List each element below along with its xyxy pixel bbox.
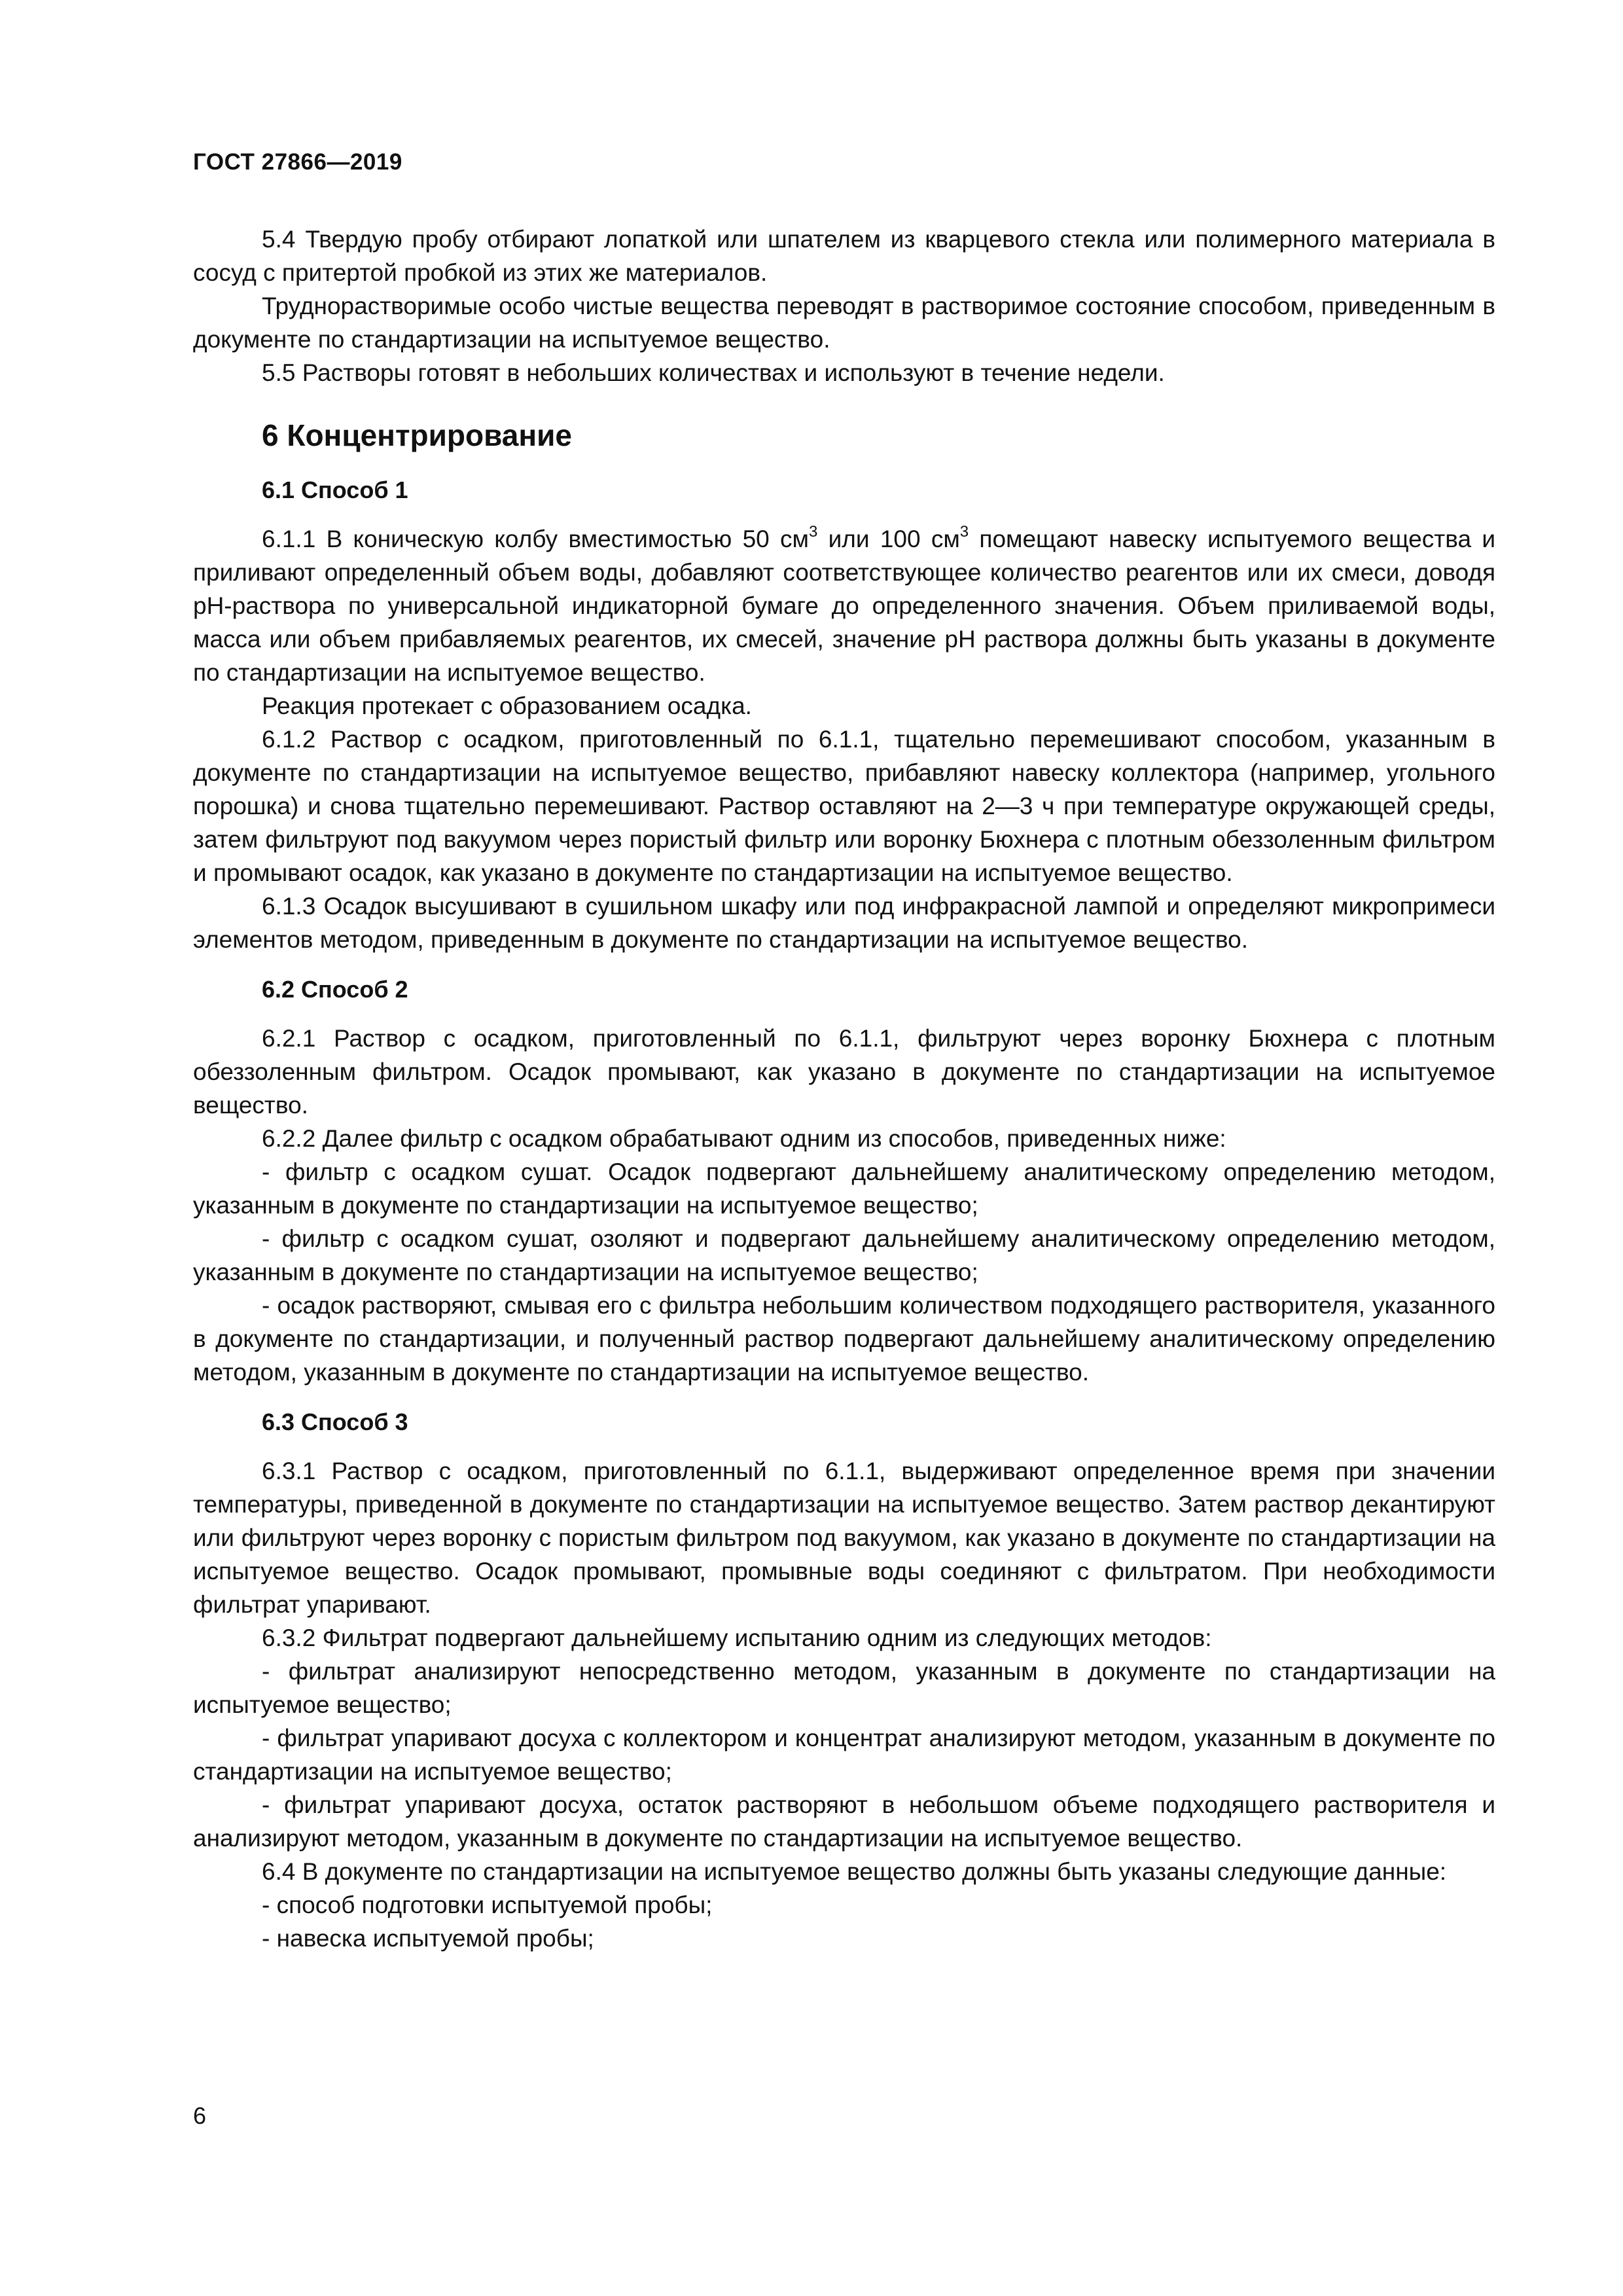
paragraph-6-2-2: 6.2.2 Далее фильтр с осадком обрабатывают одним из способов, приведенных ниже: <box>262 1125 1226 1152</box>
superscript-cube: 3 <box>808 523 818 541</box>
paragraph-6-1-1-reaction: Реакция протекает с образованием осадка. <box>262 692 752 719</box>
subsection-heading-6-2: 6.2 Способ 2 <box>262 976 408 1003</box>
paragraph-5-4: 5.4 Твердую пробу отбирают лопаткой или шпателем из кварцевого стекла или полимерного материала в сосуд с притертой пробкой из этих же материалов. <box>193 226 1495 286</box>
paragraph-5-5: 5.5 Растворы готовят в небольших количествах и используют в течение недели. <box>262 359 1165 386</box>
document-header: ГОСТ 27866—2019 <box>193 149 402 175</box>
page-body <box>193 223 1495 1955</box>
list-item: - фильтр с осадком сушат. Осадок подвергают дальнейшему аналитическому определению методом, указанным в документе по стандартизации на испытуемое вещество; <box>193 1158 1495 1219</box>
paragraph-6-3-2: 6.3.2 Фильтрат подвергают дальнейшему испытанию одним из следующих методов: <box>262 1624 1212 1651</box>
paragraph-6-4: 6.4 В документе по стандартизации на испытуемое вещество должны быть указаны следующие данные: <box>262 1858 1447 1885</box>
list-item: - осадок растворяют, смывая его с фильтра небольшим количеством подходящего растворителя, указанного в документе по стандартизации, и полученный раствор подвергают дальнейшему аналитическому определению методом, указанным в документе по стандартизации на испытуемое вещество. <box>193 1292 1495 1386</box>
list-item: - способ подготовки испытуемой пробы; <box>262 1892 713 1918</box>
list-item: - фильтр с осадком сушат, озоляют и подвергают дальнейшему аналитическому определению методом, указанным в документе по стандартизации на испытуемое вещество; <box>193 1225 1495 1285</box>
paragraph-6-1-1-text-c: помещают навеску испытуемого вещества и приливают определенный объем воды, добавляют соответствующее количество реагентов или их смеси, доводя pH-раствора по универсальной индикаторной бумаге до определенного значения. Объем приливаемой воды, масса или объем прибавляемых реагентов, их смесей, значение pH раствора должны быть указаны в документе по стандартизации на испытуемое вещество. <box>193 526 1495 686</box>
page-number: 6 <box>193 2102 207 2129</box>
paragraph-6-2-1: 6.2.1 Раствор с осадком, приготовленный по 6.1.1, фильтруют через воронку Бюхнера с плотным обеззоленным фильтром. Осадок промывают, как указано в документе по стандартизации на испытуемое вещество. <box>193 1025 1495 1119</box>
list-item: - фильтрат анализируют непосредственно методом, указанным в документе по стандартизации на испытуемое вещество; <box>193 1658 1495 1718</box>
subsection-heading-6-1: 6.1 Способ 1 <box>262 476 408 503</box>
list-item: - навеска испытуемой пробы; <box>262 1925 594 1952</box>
paragraph-6-1-1-text-b: или 100 см <box>817 526 960 552</box>
superscript-cube: 3 <box>959 523 969 541</box>
subsection-heading-6-3: 6.3 Способ 3 <box>262 1408 408 1435</box>
paragraph-5-4-continued: Труднорастворимые особо чистые вещества переводят в растворимое состояние способом, приведенным в документе по стандартизации на испытуемое вещество. <box>193 293 1495 353</box>
paragraph-6-1-1 <box>193 522 1495 689</box>
paragraph-6-1-3: 6.1.3 Осадок высушивают в сушильном шкафу или под инфракрасной лампой и определяют микропримеси элементов методом, приведенным в документе по стандартизации на испытуемое вещество. <box>193 893 1495 953</box>
section-heading-6: 6 Концентрирование <box>262 418 572 452</box>
list-item: - фильтрат упаривают досуха с коллектором и концентрат анализируют методом, указанным в документе по стандартизации на испытуемое вещество; <box>193 1725 1495 1785</box>
paragraph-6-3-1: 6.3.1 Раствор с осадком, приготовленный по 6.1.1, выдерживают определенное время при значении температуры, приведенной в документе по стандартизации на испытуемое вещество. Затем раствор декантируют или фильтруют через воронку с пористым фильтром под вакуумом, как указано в документе по стандартизации на испытуемое вещество. Осадок промывают, промывные воды соединяют с фильтратом. При необходимости фильтрат упаривают. <box>193 1458 1495 1618</box>
paragraph-6-1-1-text-a: 6.1.1 В коническую колбу вместимостью 50 см <box>262 526 809 552</box>
list-item: - фильтрат упаривают досуха, остаток растворяют в небольшом объеме подходящего растворителя и анализируют методом, указанным в документе по стандартизации на испытуемое вещество. <box>193 1791 1495 1852</box>
paragraph-6-1-2: 6.1.2 Раствор с осадком, приготовленный по 6.1.1, тщательно перемешивают способом, указанным в документе по стандартизации на испытуемое вещество, прибавляют навеску коллектора (например, угольного порошка) и снова тщательно перемешивают. Раствор оставляют на 2—3 ч при температуре окружающей среды, затем фильтруют под вакуумом через пористый фильтр или воронку Бюхнера с плотным обеззоленным фильтром и промывают осадок, как указано в документе по стандартизации на испытуемое вещество. <box>193 726 1495 886</box>
